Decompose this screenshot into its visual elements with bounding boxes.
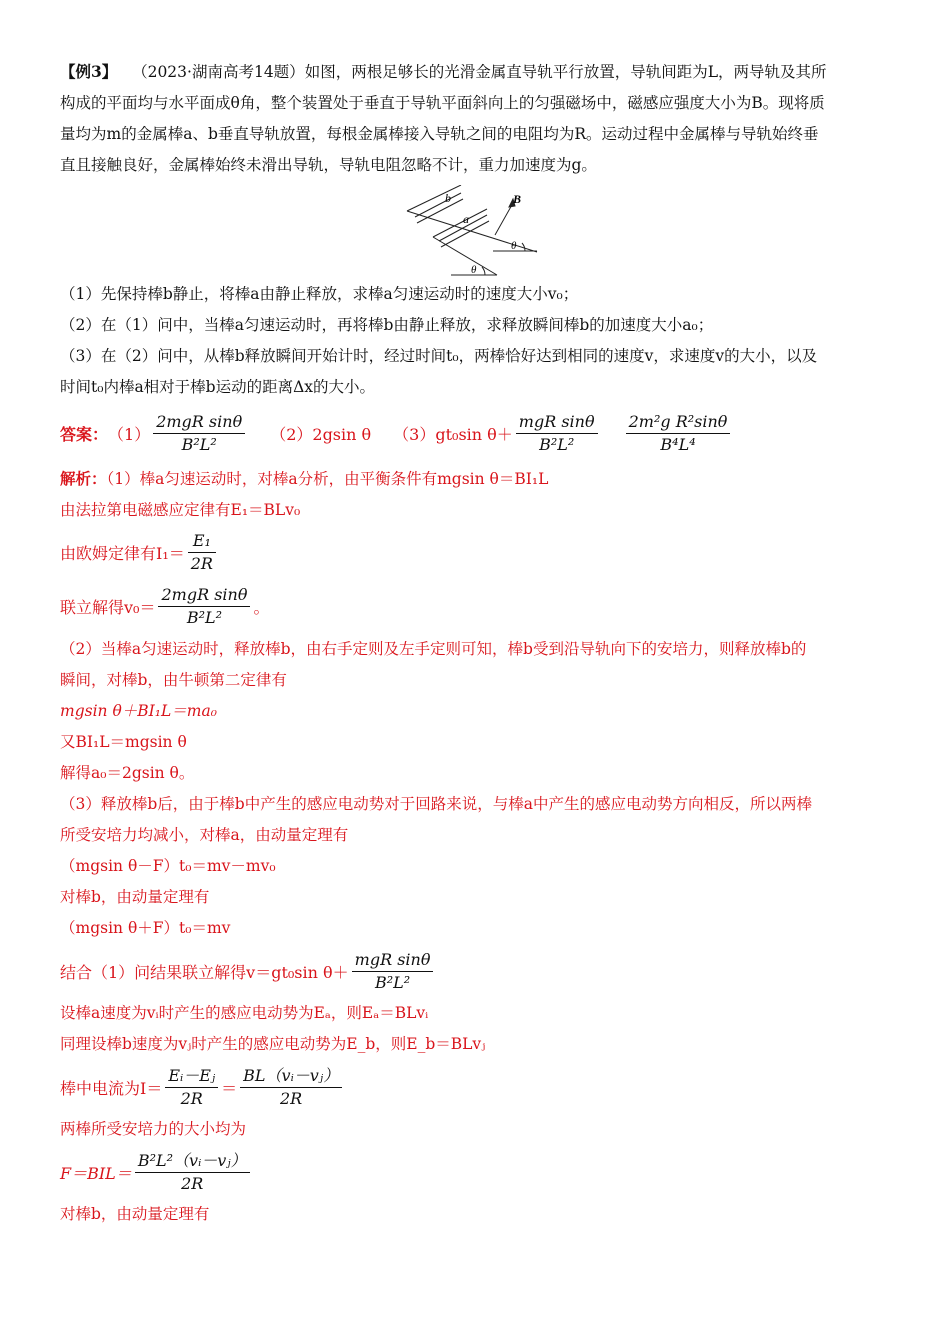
solution-label: 解析： (60, 469, 107, 488)
problem-line-1 (60, 56, 892, 88)
problem-line-4: 直且接触良好，金属棒始终未滑出导轨，导轨电阻忽略不计，重力加速度为g。 (60, 156, 597, 174)
answer-2: （2）2gsin θ (270, 424, 372, 444)
question-3-line-1: （3）在（2）问中，从棒b释放瞬间开始计时，经过时间t₀，两棒恰好达到相同的速度v，求速度v的大小，以及 (60, 347, 818, 365)
label-B: B (513, 192, 522, 206)
answer-line: 答案： （1） $\frac{\text{2mgR sinθ}}{\text{B²L²}}$ （2）2gsin θ （3）gt₀sin θ＋ $\frac{\text{mgR sinθ}}{\text{B²L²}}$ $\frac{\text{2m²g R²sinθ}}{\text{B⁴L⁴}}$ (60, 407, 892, 459)
label-a: a (463, 212, 469, 226)
current-fraction-2: $\frac{\text{BL（vᵢ－vⱼ）}}{2R}$ (240, 1065, 342, 1110)
answer-3-fraction: $\frac{\text{mgR sinθ}}{\text{B²L²}}$ (516, 411, 598, 456)
problem-line-2: 构成的平面均与水平面成θ角，整个装置处于垂直于导轨平面斜向上的匀强磁场中，磁感应强度大小为B。现将质 (60, 94, 825, 112)
problem-text-1: 如图，两根足够长的光滑金属直导轨平行放置，导轨间距为L，两导轨及其所 (304, 63, 827, 81)
ohm-fraction: $\frac{\text{E₁}}{2R}$ (188, 530, 216, 575)
v-fraction: $\frac{\text{mgR sinθ}}{\text{B²L²}}$ (352, 949, 434, 994)
question-1: （1）先保持棒b静止，将棒a由静止释放，求棒a匀速运动时的速度大小v₀； (60, 285, 579, 303)
solution-line-5b: 瞬间，对棒b，由牛顿第二定律有 (60, 671, 287, 689)
solution-line-9a: （3）释放棒b后，由于棒b中产生的感应电动势对于回路来说，与棒a中产生的感应电动势方向相反，所以两棒 (60, 795, 812, 813)
solution-line-13: 结合（1）问结果联立解得v＝gt₀sin θ＋ $\frac{\text{mgR sinθ}}{\text{B²L²}}$ (60, 944, 892, 998)
question-2: （2）在（1）问中，当棒a匀速运动时，再将棒b由静止释放，求释放瞬间棒b的加速度大小a₀； (60, 316, 714, 334)
b-field-arrow (495, 203, 513, 235)
solution-line-3: 由欧姆定律有I₁＝ $\frac{\text{E₁}}{2R}$ (60, 526, 892, 578)
solution (60, 463, 892, 1230)
solution-line-12: （mgsin θ＋F）t₀＝mv (60, 919, 231, 937)
solution-line-17: 两棒所受安培力的大小均为 (60, 1120, 247, 1138)
answer-3-prefix: （3）gt₀sin θ＋ (393, 424, 513, 444)
rail-diagram (0, 185, 950, 277)
solution-line-19: 对棒b，由动量定理有 (60, 1205, 210, 1223)
answer-label: 答案： (60, 424, 109, 444)
solution-line-18: F＝BIL＝ $\frac{\text{B²L²（vᵢ－vⱼ）}}{2R}$ (60, 1145, 892, 1199)
rail-lower (433, 237, 497, 275)
answer-4-fraction: $\frac{\text{2m²g R²sinθ}}{\text{B⁴L⁴}}$ (626, 411, 731, 456)
solution-line-14: 设棒a速度为vᵢ时产生的感应电动势为Eₐ，则Eₐ＝BLvᵢ (60, 1004, 429, 1022)
solution-line-6: mgsin θ＋BI₁L＝ma₀ (60, 702, 217, 720)
solution-line-4: 联立解得v₀＝ $\frac{\text{2mgR sinθ}}{\text{B²L²}}$ 。 (60, 584, 270, 627)
problem-line-3: 量均为m的金属棒a、b垂直导轨放置，每根金属棒接入导轨之间的电阻均为R。运动过程中金属棒与导轨始终垂 (60, 125, 819, 143)
solution-line-2: 由法拉第电磁感应定律有E₁＝BLv₀ (60, 501, 301, 519)
v0-fraction: $\frac{\text{2mgR sinθ}}{\text{B²L²}}$ (158, 584, 250, 629)
answer-1-fraction: $\frac{\text{2mgR sinθ}}{\text{B²L²}}$ (153, 411, 245, 456)
label-theta-2: θ (471, 264, 477, 276)
current-fraction-1: $\frac{\text{Eᵢ－Eⱼ}}{2R}$ (165, 1065, 218, 1110)
solution-line-15: 同理设棒b速度为vⱼ时产生的感应电动势为E_b，则E_b＝BLvⱼ (60, 1035, 486, 1053)
solution-line-16: 棒中电流为I＝ $\frac{\text{Eᵢ－Eⱼ}}{2R}$ ＝ $\frac{\text{BL（vᵢ－vⱼ）}}{2R}$ (60, 1060, 892, 1114)
document-page (60, 56, 892, 1230)
solution-line-8: 解得a₀＝2gsin θ。 (60, 764, 195, 782)
solution-line-9b: 所受安培力均减小，对棒a，由动量定理有 (60, 826, 349, 844)
problem-source: （2023·湖南高考14题） (132, 63, 305, 81)
solution-line-5a: （2）当棒a匀速运动时，释放棒b，由右手定则及左手定则可知，棒b受到沿导轨向下的安培力，则释放棒b的 (60, 640, 807, 658)
rail-diagram-svg (405, 185, 545, 277)
label-theta-1: θ (511, 240, 517, 252)
solution-line-7: 又BI₁L＝mgsin θ (60, 733, 187, 751)
solution-line-1: 解析：（1）棒a匀速运动时，对棒a分析，由平衡条件有mgsin θ＝BI₁L (60, 469, 549, 488)
example-label: 【例3】 (60, 62, 118, 81)
label-b: b (445, 191, 451, 205)
solution-line-10: （mgsin θ－F）t₀＝mv－mv₀ (60, 857, 276, 875)
solution-line-11: 对棒b，由动量定理有 (60, 888, 210, 906)
force-fraction: $\frac{\text{B²L²（vᵢ－vⱼ）}}{2R}$ (135, 1150, 250, 1195)
question-3-line-2: 时间t₀内棒a相对于棒b运动的距离Δx的大小。 (60, 378, 376, 396)
